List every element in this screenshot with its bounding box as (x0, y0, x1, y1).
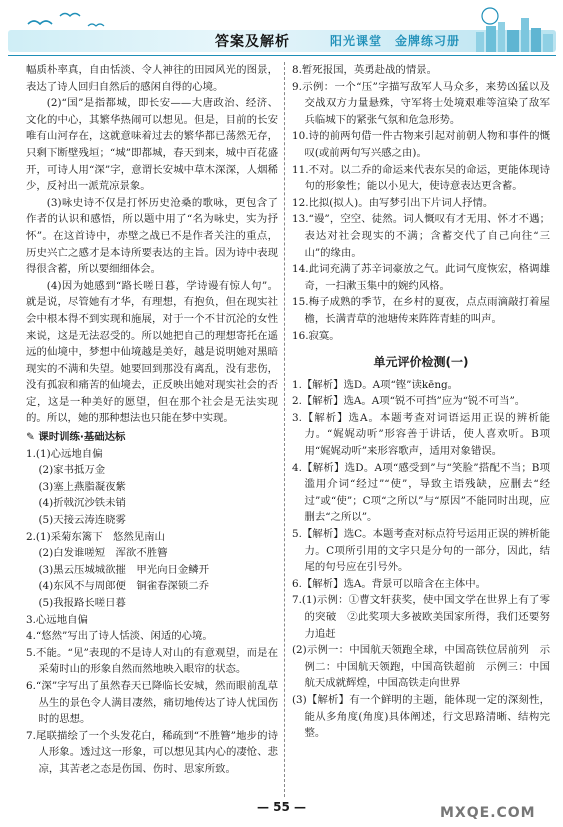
answer-line: (5)我报路长嗟日暮 (38, 597, 126, 609)
left-column (26, 62, 278, 778)
answer-line: 9.示例：一个“压”字描写敌军人马众多，来势凶猛以及交战双方力量悬殊，守军将士处境艰难等渲染了敌军兵临城下的紧张气氛和危急形势。 (292, 80, 550, 126)
answer-line: 6.“深”字写出了虽然春天已降临长安城，然而眼前乱草丛生的景色令人满目凄然，痛切地传达了诗人忧国伤时的思想。 (26, 679, 278, 726)
answer-line: 12.比拟(拟人)。由写梦引出下片词人抒情。 (292, 196, 494, 209)
pen-icon: ✎ (26, 431, 35, 444)
column-divider (284, 62, 285, 797)
answer-line: 11.不对。以二乔的命运来代表东吴的命运，更能体现诗句的形象性；能以小见大，使诗意表达更含蓄。 (292, 163, 550, 193)
answer-line: 6.【解析】选A。背景可以暗含在主体中。 (292, 577, 487, 590)
answer-line: 14.此词充满了苏辛词豪放之气。此词气度恢宏，格调雄奇，一扫漱玉集中的婉约风格。 (292, 263, 550, 292)
answer-line: 1.(1)心远地自偏 (26, 447, 103, 460)
answer-line: 13.“谩”，空空、徒然。词人慨叹有才无用、怀才不遇；表达对社会现实的不满；含蓄交代了自己向往“三山”的缘由。 (292, 213, 550, 259)
answer-line: 7.(1)示例：①曹文轩获奖，使中国文学在世界上有了零的突破 ②此奖项大多被欧美国家所得，我们还要努力追赶 (292, 594, 550, 640)
answer-line: 5.不能。“见”表现的不是诗人对山的有意观望，而是在采菊时山的形象自然而然地映入眼帘的状态。 (26, 646, 278, 676)
answer-line: 8.暂死报国，英勇赴战的情景。 (292, 64, 437, 76)
answer-line: (3)塞上燕脂凝夜紫 (38, 480, 126, 493)
page-header (0, 0, 563, 62)
header-rule (8, 55, 556, 56)
paragraph: (4)因为她感到“路长嗟日暮，学诗谩有惊人句”。就是说，尽管她有才华，有理想，有抱负，但在现实社会中根本得不到实现和施展，对于一个不甘沉沦的女性来说，这是无法忍受的。所以她把自己的理想寄托在遥远的仙境中，梦想中仙境越是美好，越是说明她对黑暗现实的不满和失望。她要回到那没有离乱，没有悲伤，没有孤寂和痛苦的仙境去，正反映出她对现实社会的否定，这是一种美好的愿望，但在那个社会是无法实现的。所以，她的那种想法也只能在梦中实现。 (26, 279, 278, 425)
paragraph: (2)“国”是指都城，即长安——大唐政治、经济、文化的中心，其繁华热闹可以想见。但是，目前的长安唯有山河存在，这就意味着过去的繁华都已荡然无存，只剩下断壁残垣；“城”即都城，春天到来，城中百花盛开，可诗人用“深”字，意谓长安城中草木深深，人烟稀少，反衬出一派荒凉景象。 (26, 97, 278, 193)
answer-line: 2.(1)采菊东篱下 悠然见南山 (26, 530, 165, 543)
answer-line: 4.“悠然”写出了诗人恬淡、闲适的心境。 (26, 630, 213, 643)
answer-line: (2)家书抵万金 (38, 464, 106, 477)
section-heading: ✎ 课时训练·基础达标 (26, 431, 126, 444)
answer-line: (4)东风不与周郎便 铜雀春深锁二乔 (38, 580, 210, 593)
answer-line: 16.寂寞。 (292, 329, 340, 342)
paragraph: (3)咏史诗不仅是打怀历史沧桑的歌咏，更包含了作者的认识和感悟，所以题中用了“名为咏史，实为抒怀”。在这首诗中，赤壁之战已不是作者关注的重点，历史兴亡之感才是本诗所要表达的主旨。因为诗中表现得很含蓄，所以要细细体会。 (26, 196, 278, 276)
answer-line: 4.【解析】选D。A项“感受到”与“笑脸”搭配不当；B项滥用介词“经过”“使”，导致主语残缺，应删去“经过”或“使”；C项“之所以”与“原因”不能同时出现，应删去“之所以”。 (292, 461, 550, 524)
series-title: 阳光课堂 金牌练习册 (330, 34, 461, 48)
city-skyline-icon (470, 2, 558, 54)
answer-line: 3.【解析】选A。本题考查对词语运用正误的辨析能力。“娓娓动听”形容善于讲话，使人喜欢听。B项用“娓娓动听”来形容歌声，适用对象错误。 (292, 411, 550, 458)
watermark: MXQE.COM (440, 805, 536, 821)
answer-line: (2)白发谁嗟短 浑欲不胜簪 (38, 547, 168, 560)
page-number: — 55 — (256, 800, 307, 814)
answer-line: 10.诗的前两句借一件古物来引起对前朝人物和事件的慨叹(或前两句写兴感之由)。 (292, 130, 550, 159)
answer-line: (4)折戟沉沙铁未销 (38, 497, 126, 510)
answer-line: (2)示例一：中国航天领跑全球，中国高铁位居前列 示例二：中国航天领跑，中国高铁超前 示例三：中国航天成就辉煌，中国高铁走向世界 (292, 644, 550, 690)
right-column (292, 62, 550, 742)
answer-line: (3)【解析】有一个鲜明的主题，能体现一定的深刻性，能从多角度(角度)具体阐述，行文思路清晰、结构完整。 (292, 693, 550, 740)
answer-line: 2.【解析】选A。A项“锐不可挡”应为“锐不可当”。 (292, 395, 526, 408)
answer-line: 1.【解析】选D。A项“铿”读kēng。 (292, 378, 459, 391)
answer-line: 3.心远地自偏 (26, 613, 88, 626)
paragraph: 幅质朴率真，自由恬淡、令人神往的田园风光的图景，表达了诗人回归自然后的感闲自得的心境。 (26, 64, 278, 93)
answer-line: (5)天接云涛连晓雾 (38, 514, 126, 527)
page-title: 答案及解析 (215, 34, 290, 50)
answer-line: (3)黑云压城城欲摧 甲光向日金鳞开 (38, 563, 210, 576)
answer-line: 7.尾联描绘了一个头发花白，稀疏到“不胜簪”地步的诗人形象。透过这一形象，可以想见其内心的凄怆、悲凉，其苦老之态是伤国、伤时、思家所致。 (26, 729, 278, 775)
answer-line: 5.【解析】选C。本题考查对标点符号运用正误的辨析能力。C项所引用的文字只是分句的一部分，因此，结尾的句号应在引号外。 (292, 528, 550, 574)
answer-line: 15.梅子成熟的季节，在乡村的夏夜，点点雨滴敲打着屋檐，长满青草的池塘传来阵阵青蛙的叫声。 (292, 296, 550, 325)
unit-test-title: 单元评价检测(一) (373, 355, 469, 370)
